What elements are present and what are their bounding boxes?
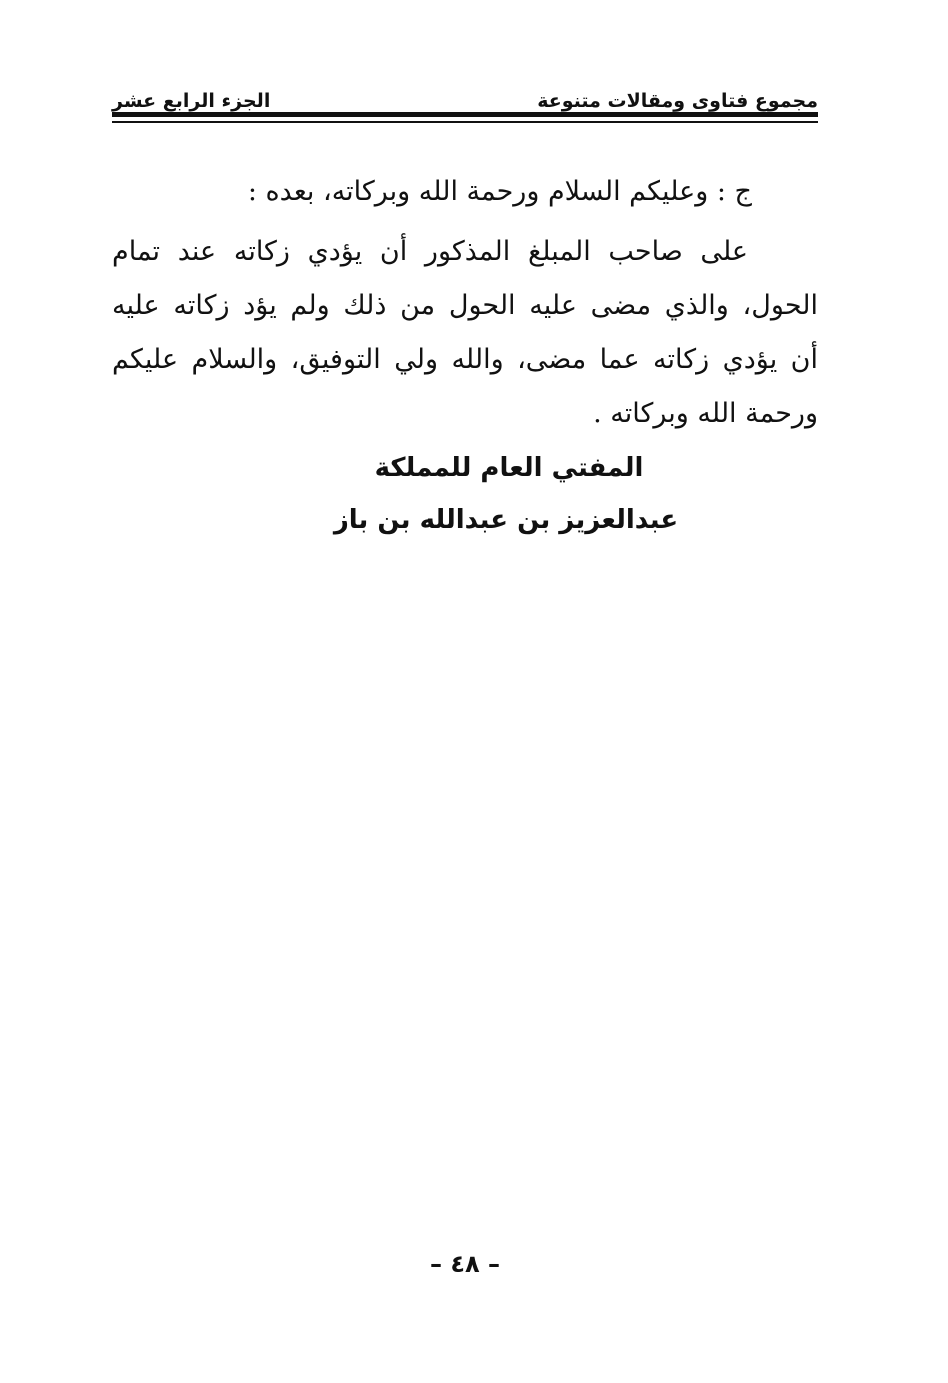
body-line-4: ورحمة الله وبركاته . xyxy=(593,398,818,429)
running-header xyxy=(112,76,818,112)
answer-intro: ج : وعليكم السلام ورحمة الله وبركاته، بعده : xyxy=(247,176,752,207)
signature-title: المفتي العام للمملكة xyxy=(374,453,644,483)
page-number: – ٤٨ – xyxy=(429,1250,500,1278)
signature-name: عبدالعزيز بن عبدالله بن باز xyxy=(333,505,679,535)
header-rule-thick xyxy=(112,112,818,117)
answer-body xyxy=(112,225,818,441)
body-line-2: الحول، والذي مضى عليه الحول من ذلك ولم يؤد زكاته عليه xyxy=(112,290,818,321)
book-title: مجموع فتاوى ومقالات متنوعة xyxy=(537,90,818,112)
body-line-1: على صاحب المبلغ المذكور أن يؤدي زكاته عند تمام xyxy=(112,236,748,267)
volume-label: الجزء الرابع عشر xyxy=(112,90,271,112)
signature-block xyxy=(112,442,818,546)
header-rule-thin xyxy=(112,121,818,123)
body-line-3: أن يؤدي زكاته عما مضى، والله ولي التوفيق، والسلام عليكم xyxy=(112,344,818,375)
